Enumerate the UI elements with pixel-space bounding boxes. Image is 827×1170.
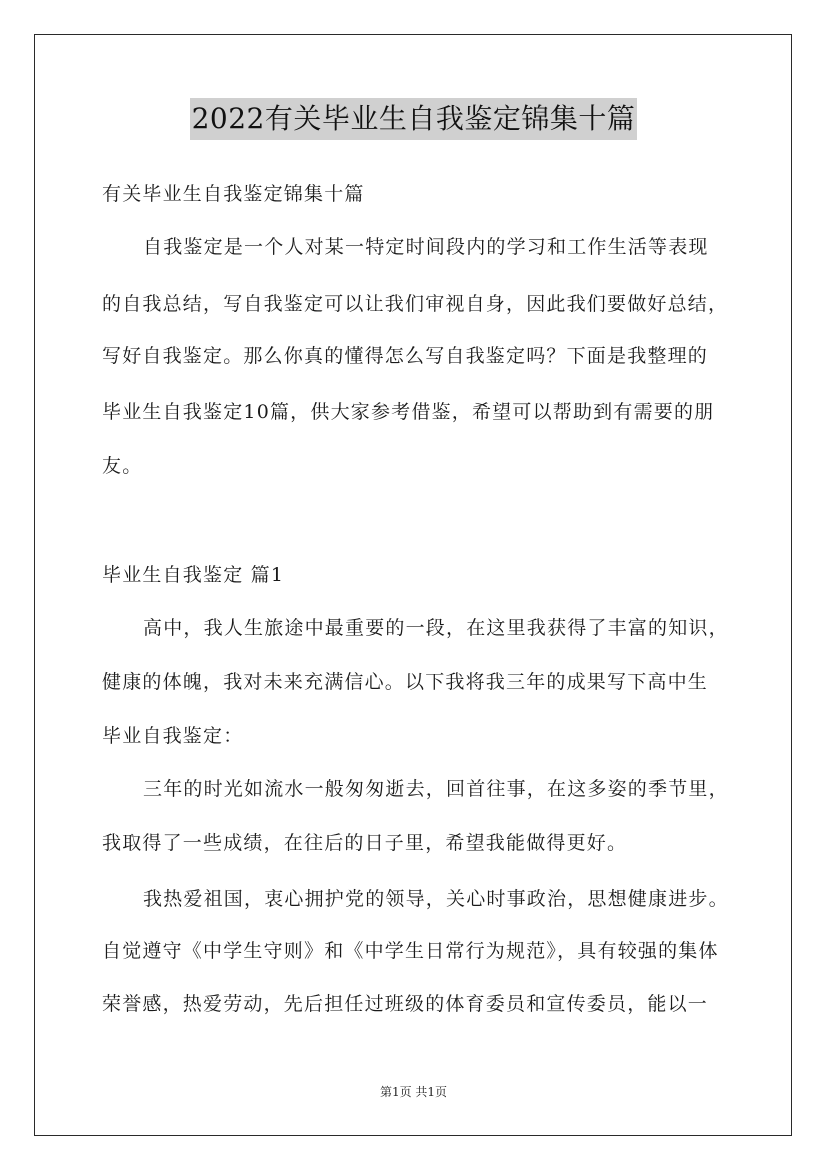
intro-line: 的自我总结，写自我鉴定可以让我们审视自身，因此我们要做好总结， <box>102 293 729 315</box>
section-line: 三年的时光如流水一般匆匆逝去，回首往事，在这多姿的季节里， <box>143 778 729 800</box>
section-line: 荣誉感，热爱劳动，先后担任过班级的体育委员和宣传委员，能以一 <box>102 993 709 1015</box>
section-line: 毕业自我鉴定： <box>102 725 244 747</box>
document-title: 2022有关毕业生自我鉴定锦集十篇 <box>190 98 638 140</box>
page-footer: 第1页 共1页 <box>379 1085 448 1099</box>
intro-line: 自我鉴定是一个人对某一特定时间段内的学习和工作生活等表现 <box>143 236 709 258</box>
section-heading: 毕业生自我鉴定 篇1 <box>102 564 285 586</box>
section-line: 健康的体魄，我对未来充满信心。以下我将我三年的成果写下高中生 <box>102 671 709 693</box>
section-line: 高中，我人生旅途中最重要的一段，在这里我获得了丰富的知识， <box>143 617 729 639</box>
section-line: 我热爱祖国，衷心拥护党的领导，关心时事政治，思想健康进步。 <box>143 888 729 910</box>
section-line: 自觉遵守《中学生守则》和《中学生日常行为规范》，具有较强的集体 <box>102 940 719 962</box>
section-line: 我取得了一些成绩，在往后的日子里，希望我能做得更好。 <box>102 832 628 854</box>
document-subtitle: 有关毕业生自我鉴定锦集十篇 <box>102 183 365 205</box>
intro-line: 友。 <box>102 455 143 477</box>
intro-line: 毕业生自我鉴定10篇，供大家参考借鉴，希望可以帮助到有需要的朋 <box>102 401 715 423</box>
title-container <box>0 98 827 140</box>
intro-line: 写好自我鉴定。那么你真的懂得怎么写自我鉴定吗？下面是我整理的 <box>102 345 709 367</box>
